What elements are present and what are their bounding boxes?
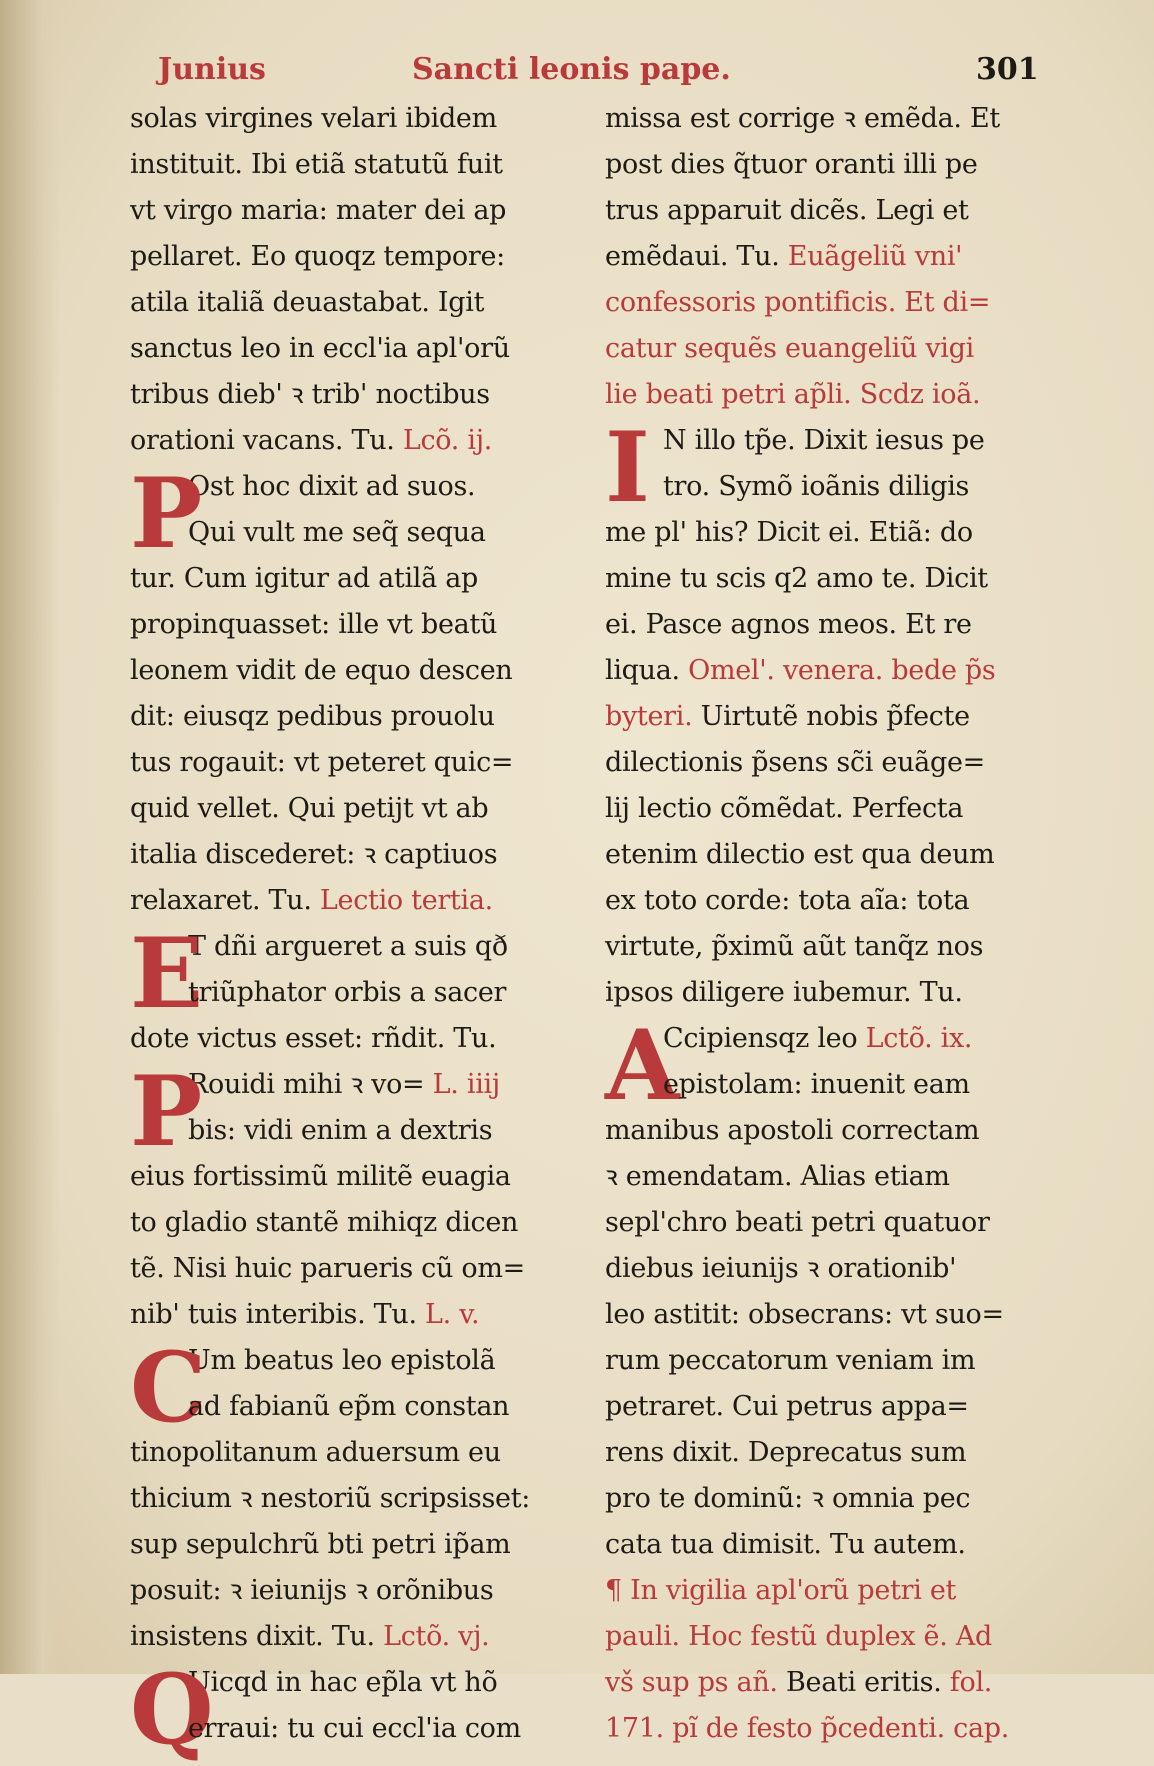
rubric-text: fol.	[941, 1667, 993, 1698]
rubric-text: Lctõ. vj.	[374, 1621, 490, 1652]
text-line	[605, 786, 1065, 832]
text-line	[605, 1154, 1065, 1200]
text-line	[605, 878, 1065, 924]
text-line	[130, 142, 585, 188]
text-line	[130, 1384, 585, 1430]
drop-initial: I	[605, 411, 650, 524]
text-line	[605, 1568, 1065, 1614]
rubric-text: Omel'. venera. bede p̃s	[679, 655, 996, 686]
line-text: posuit: ꝛ ieiunijs ꝛ orõnibus	[130, 1575, 494, 1606]
line-text: ipsos diligere iubemur. Tu.	[605, 977, 963, 1008]
drop-initial: Q	[130, 1653, 214, 1766]
line-text: vt virgo maria: mater dei ap	[130, 195, 507, 226]
text-line	[130, 1154, 585, 1200]
line-text: solas virgines velari ibidem	[130, 103, 497, 134]
text-line	[605, 234, 1065, 280]
text-line	[605, 464, 1065, 510]
text-line	[605, 1200, 1065, 1246]
text-line	[130, 694, 585, 740]
text-line	[605, 1706, 1065, 1752]
rubric-text: 171. pĩ de festo p̃cedenti. cap.	[605, 1713, 1010, 1744]
line-text: petraret. Cui petrus appa=	[605, 1391, 969, 1422]
text-line	[605, 1384, 1065, 1430]
text-line	[130, 1568, 585, 1614]
text-line	[605, 1246, 1065, 1292]
running-header	[0, 52, 1154, 92]
text-line	[605, 1108, 1065, 1154]
text-line	[605, 1338, 1065, 1384]
text-line	[605, 694, 1065, 740]
page-gutter-shadow	[0, 0, 60, 1674]
line-text: bis: vidi enim a dextris	[188, 1115, 493, 1146]
line-text: tur. Cum igitur ad atilã ap	[130, 563, 479, 594]
text-line	[130, 188, 585, 234]
line-text: ei. Pasce agnos meos. Et re	[605, 609, 972, 640]
text-line	[605, 924, 1065, 970]
text-line	[605, 372, 1065, 418]
text-line	[605, 1062, 1065, 1108]
rubric-text: L. iiij	[424, 1069, 500, 1100]
text-line	[130, 1706, 585, 1752]
text-line	[605, 1476, 1065, 1522]
line-text: rum peccatorum veniam im	[605, 1345, 976, 1376]
drop-initial: E	[130, 917, 203, 1030]
line-text: rens dixit. Deprecatus sum	[605, 1437, 967, 1468]
text-line	[605, 832, 1065, 878]
rubric-text: vš sup ps añ.	[605, 1667, 778, 1698]
text-line	[130, 1246, 585, 1292]
line-text: pellaret. Eo quoqz tempore:	[130, 241, 505, 272]
rubric-text: L. v.	[416, 1299, 480, 1330]
line-text: quid vellet. Qui petijt vt ab	[130, 793, 489, 824]
text-line	[130, 234, 585, 280]
text-line	[130, 96, 585, 142]
header-month: Junius	[158, 52, 266, 87]
line-text: eius fortissimũ militẽ euagia	[130, 1161, 511, 1192]
text-line	[605, 1614, 1065, 1660]
line-text: cata tua dimisit. Tu autem.	[605, 1529, 966, 1560]
line-text: pro te dominũ: ꝛ omnia pec	[605, 1483, 971, 1514]
text-line	[605, 142, 1065, 188]
line-text: italia discederet: ꝛ captiuos	[130, 839, 498, 870]
rubric-text: Lectio tertia.	[311, 885, 493, 916]
line-text: emẽdaui. Tu.	[605, 241, 780, 272]
line-text: dote victus esset: rñdit. Tu.	[130, 1023, 497, 1054]
line-text: propinquasset: ille vt beatũ	[130, 609, 498, 640]
line-text: atila italiã deuastabat. Igit	[130, 287, 485, 318]
line-text: N illo tp̃e. Dixit iesus pe	[663, 425, 985, 456]
rubric-text: ¶ In vigilia apl'orũ petri et	[605, 1575, 957, 1606]
line-text: virtute, p̃ximũ aũt tanq̃z nos	[605, 931, 984, 962]
rubric-text: Lctõ. ix.	[857, 1023, 973, 1054]
line-text: instituit. Ibi etiã statutũ fuit	[130, 149, 503, 180]
line-text: Qui vult me seq̃ sequa	[188, 517, 486, 548]
line-text: relaxaret. Tu.	[130, 885, 312, 916]
line-text: Uicqd in hac ep̃la vt hõ	[188, 1667, 498, 1698]
rubric-text: lie beati petri ap̃li. Scdz ioã.	[605, 379, 981, 410]
text-line	[130, 786, 585, 832]
line-text: missa est corrige ꝛ emẽda. Et	[605, 103, 1000, 134]
text-line	[130, 740, 585, 786]
line-text: Ccipiensqz leo	[663, 1023, 858, 1054]
line-text: sup sepulchrũ bti petri ip̃am	[130, 1529, 511, 1560]
line-text: orationi vacans. Tu.	[130, 425, 395, 456]
line-text: leonem vidit de equo descen	[130, 655, 513, 686]
line-text: sanctus leo in eccl'ia apl'orũ	[130, 333, 510, 364]
folio-number: 301	[976, 52, 1039, 87]
line-text: thicium ꝛ nestoriũ scripsisset:	[130, 1483, 531, 1514]
line-text: tus rogauit: vt peteret quic=	[130, 747, 514, 778]
text-line	[605, 740, 1065, 786]
line-text: post dies q̃tuor oranti illi pe	[605, 149, 978, 180]
text-line	[130, 556, 585, 602]
text-line	[130, 602, 585, 648]
line-text: triũphator orbis a sacer	[188, 977, 507, 1008]
line-text: etenim dilectio est qua deum	[605, 839, 995, 870]
line-text: Rouidi mihi ꝛ vo=	[188, 1069, 425, 1100]
text-line	[605, 188, 1065, 234]
rubric-text: Lcõ. ij.	[394, 425, 493, 456]
text-line	[605, 602, 1065, 648]
line-text: insistens dixit. Tu.	[130, 1621, 375, 1652]
line-text: manibus apostoli correctam	[605, 1115, 980, 1146]
line-text: lij lectio cõmẽdat. Perfecta	[605, 793, 964, 824]
text-line	[130, 1200, 585, 1246]
right-text-column	[605, 96, 1065, 1752]
line-text: dilectionis p̃sens sc̃i euãge=	[605, 747, 985, 778]
line-text: Um beatus leo epistolã	[188, 1345, 496, 1376]
rubric-text: byteri.	[605, 701, 693, 732]
text-line	[130, 970, 585, 1016]
text-line	[605, 648, 1065, 694]
text-line	[130, 1522, 585, 1568]
line-text: leo astitit: obsecrans: vt suo=	[605, 1299, 1004, 1330]
line-text: erraui: tu cui eccl'ia com	[188, 1713, 521, 1744]
line-text: T dñi argueret a suis qð	[188, 931, 508, 962]
line-text: diebus ieiunijs ꝛ orationib'	[605, 1253, 957, 1284]
text-line	[130, 1476, 585, 1522]
line-text: tro. Symõ ioãnis diligis	[663, 471, 970, 502]
line-text: Uirtutẽ nobis p̃fecte	[692, 701, 970, 732]
line-text: epistolam: inuenit eam	[663, 1069, 970, 1100]
text-line	[605, 1430, 1065, 1476]
text-line	[130, 648, 585, 694]
rubric-text: Euãgeliũ vni'	[779, 241, 963, 272]
text-line	[130, 1108, 585, 1154]
rubric-text: confessoris pontificis. Et di=	[605, 287, 991, 318]
line-text: me pl' his? Dicit ei. Etiã: do	[605, 517, 973, 548]
drop-initial: P	[130, 1055, 202, 1168]
rubric-text: catur sequẽs euangeliũ vigi	[605, 333, 974, 364]
text-line	[605, 96, 1065, 142]
text-line	[130, 372, 585, 418]
line-text: Beati eritis.	[777, 1667, 942, 1698]
line-text: tribus dieb' ꝛ trib' noctibus	[130, 379, 490, 410]
text-line	[130, 326, 585, 372]
drop-initial: C	[130, 1331, 207, 1444]
line-text: ꝛ emendatam. Alias etiam	[605, 1161, 950, 1192]
rubric-text: pauli. Hoc festũ duplex ẽ. Ad	[605, 1621, 992, 1652]
line-text: to gladio stantẽ mihiqz dicen	[130, 1207, 519, 1238]
line-text: liqua.	[605, 655, 680, 686]
text-line	[605, 1660, 1065, 1706]
line-text: ad fabianũ ep̃m constan	[188, 1391, 510, 1422]
drop-initial: P	[130, 457, 202, 570]
text-line	[605, 326, 1065, 372]
line-text: trus apparuit dicẽs. Legi et	[605, 195, 969, 226]
text-line	[605, 1522, 1065, 1568]
text-line	[130, 510, 585, 556]
line-text: sepl'chro beati petri quatuor	[605, 1207, 990, 1238]
text-line	[605, 510, 1065, 556]
line-text: mine tu scis q2 amo te. Dicit	[605, 563, 988, 594]
drop-initial: A	[605, 1009, 680, 1122]
text-line	[605, 556, 1065, 602]
line-text: dit: eiusqz pedibus prouolu	[130, 701, 495, 732]
line-text: ex toto corde: tota aĩa: tota	[605, 885, 970, 916]
line-text: Ost hoc dixit ad suos.	[188, 471, 476, 502]
line-text: tinopolitanum aduersum eu	[130, 1437, 501, 1468]
text-line	[605, 1292, 1065, 1338]
line-text: nib' tuis interibis. Tu.	[130, 1299, 417, 1330]
left-text-column	[130, 96, 585, 1766]
text-line	[605, 280, 1065, 326]
text-line	[130, 1430, 585, 1476]
text-line	[130, 832, 585, 878]
header-title: Sancti leonis pape.	[412, 52, 731, 87]
text-line	[130, 280, 585, 326]
line-text: tẽ. Nisi huic parueris cũ om=	[130, 1253, 525, 1284]
